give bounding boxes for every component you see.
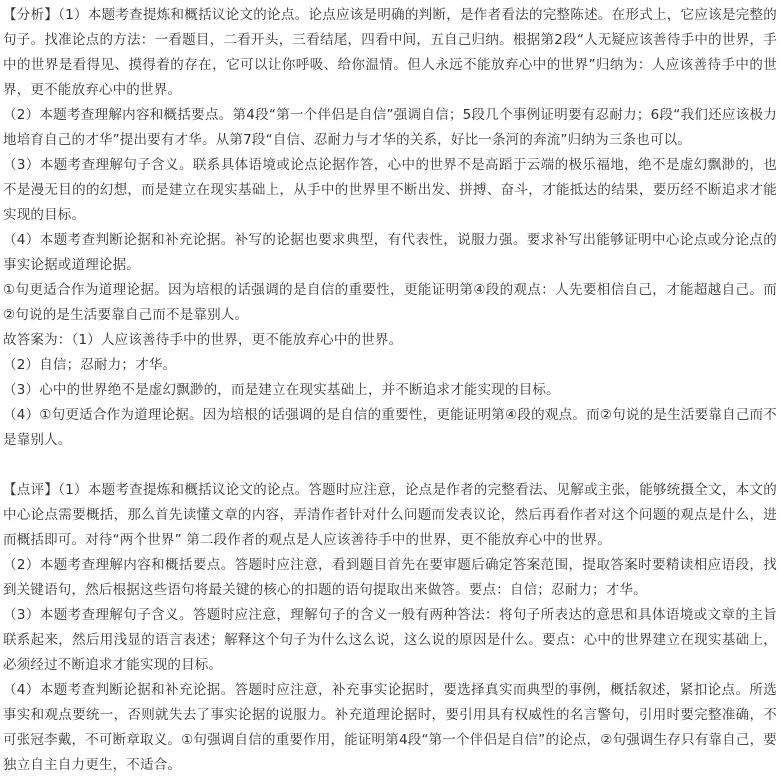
analysis-paragraph: 【分析】（1）本题考查提炼和概括议论文的论点。论点应该是明确的判断，是作者看法的完整陈述。在形式上，它应该是完整的句子。找准论点的方法：一看题目，二看开头，三看结尾，四看中间，五自己归纳。根据第2段“人无疑应该善待手中的世界，手中的世界是看得见、摸得着的存在，它可以让你呼吸、给你温情。但人永远不能放弃心中的世界”归纳为：人应该善待手中的世界，更不能放弃心中的世界。	[3, 7, 777, 98]
comment-paragraph: （3）本题考查理解句子含义。答题时应注意，理解句子的含义一般有两种答法：将句子所表达的意思和具体语境或文章的主旨联系起来，然后用浅显的语言表述；解释这个句子为什么这么说，这么说的原因是什么。要点：心中的世界建立在现实基础上，必须经过不断追求才能实现的目标。	[3, 607, 777, 673]
analysis-paragraph: ①句更适合作为道理论据。因为培根的话强调的是自信的重要性，更能证明第④段的观点：人先要相信自己，才能超越自己。而②句说的是生活要靠自己而不是靠别人。	[3, 282, 777, 323]
analysis-paragraph: （4）本题考查判断论据和补充论据。补写的论据也要求典型，有代表性，说服力强。要求补写出能够证明中心论点或分论点的事实论据或道理论据。	[3, 232, 777, 273]
comment-paragraph: 【点评】（1）本题考查提炼和概括议论文的论点。答题时应注意，论点是作者的完整看法、见解或主张，能够统摄全文，本文的中心论点需要概括，那么首先读懂文章的内容，弄清作者针对什么问题而发表议论，然后再看作者对这个问题的观点是什么，进而概括即可。对待“两个世界” 第二段作者的观点是人应该善待手中的世界，更不能放弃心中的世界。	[3, 482, 777, 548]
comment-paragraph: （2）本题考查理解内容和概括要点。答题时应注意，看到题目首先在要审题后确定答案范围，提取答案时要精读相应语段，找到关键语句，然后根据这些语句将最关键的核心的扣题的语句提取出来做答。要点：自信；忍耐力；才华。	[3, 557, 777, 598]
analysis-paragraph: （3）本题考查理解句子含义。联系具体语境或论点论据作答，心中的世界不是高蹈于云端的极乐福地，绝不是虚幻飘渺的，也不是漫无目的的幻想，而是建立在现实基础上，从手中的世界里不断出发、拼搏、奋斗，才能抵达的结果，要历经不断追求才能实现的目标。	[3, 157, 777, 223]
answer-line: （3）心中的世界绝不是虚幻飘渺的，而是建立在现实基础上，并不断追求才能实现的目标。	[3, 382, 560, 398]
answer-line: （2）自信；忍耐力；才华。	[3, 357, 177, 373]
section-spacer	[3, 453, 777, 478]
analysis-paragraph: （2）本题考查理解内容和概括要点。第4段“第一个伴侣是自信”强调自信；5段几个事例证明要有忍耐力；6段“我们还应该极力地培育自己的才华”提出要有才华。从第7段“自信、忍耐力与才华的关系，好比一条河的奔流”归纳为三条也可以。	[3, 107, 777, 148]
answer-line: （4）①句更适合作为道理论据。因为培根的话强调的是自信的重要性，更能证明第④段的观点。而②句说的是生活要靠自己而不是靠别人。	[3, 407, 777, 448]
comment-section	[3, 478, 777, 778]
answer-line: 故答案为：（1）人应该善待手中的世界，更不能放弃心中的世界。	[3, 332, 403, 348]
comment-paragraph: （4）本题考查判断论据和补充论据。答题时应注意，补充事实论据时，要选择真实而典型的事例，概括叙述，紧扣论点。所选事实和观点要统一，否则就失去了事实论据的说服力。补充道理论据时，要引用具有权威性的名言警句，引用时要完整准确，不可张冠李戴，不可断章取义。①句强调自信的重要作用，能证明第4段“第一个伴侣是自信”的论点，②句强调生存只有靠自己，要独立自主自力更生，不适合。	[3, 682, 777, 773]
analysis-section	[3, 3, 777, 453]
